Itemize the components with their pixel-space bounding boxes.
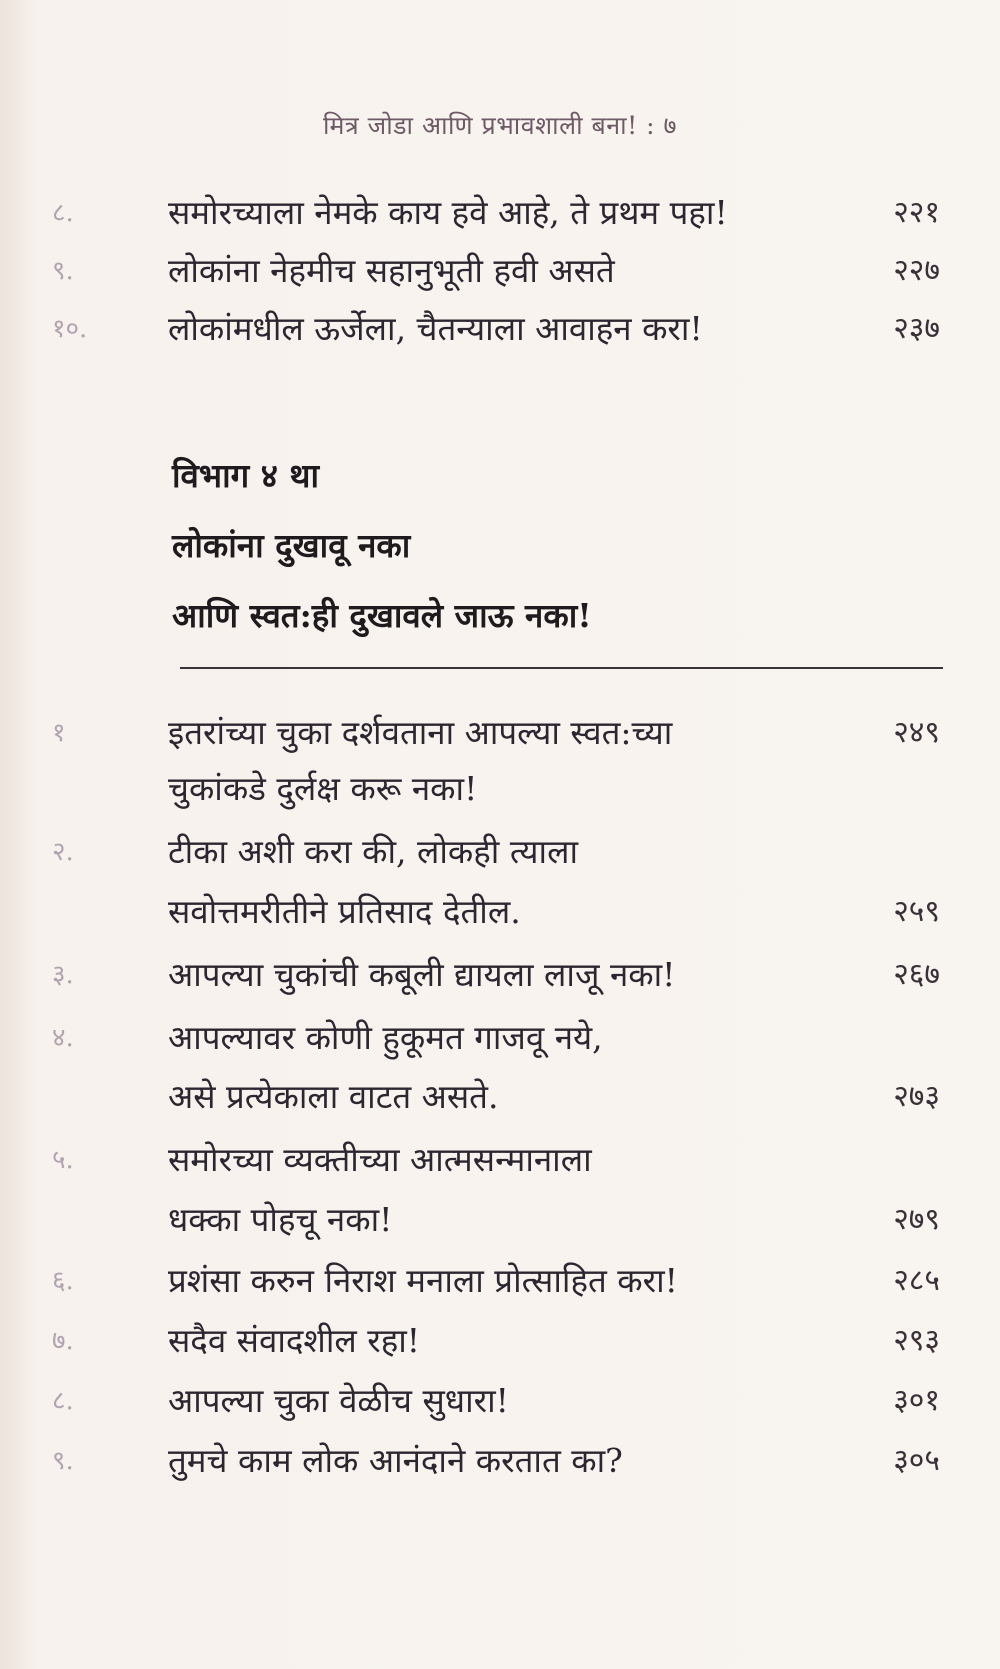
toc-entry <box>0 1256 1000 1306</box>
toc-entry <box>0 1316 1000 1366</box>
toc-entry <box>0 1436 1000 1486</box>
toc-entry-continuation <box>0 887 1000 937</box>
section-title-line2: आणि स्वत:ही दुखावले जाऊ नका! <box>172 596 592 635</box>
entry-title-continued: चुकांकडे दुर्लक्ष करू नका! <box>168 769 478 808</box>
entry-title: समोरच्या व्यक्तीच्या आत्मसन्मानाला <box>168 1140 592 1179</box>
running-head: मित्र जोडा आणि प्रभावशाली बना! : ७ <box>322 111 678 140</box>
entry-number: ३. <box>52 960 74 990</box>
section-title-line1: लोकांना दुखावू नका <box>172 526 411 565</box>
toc-entry <box>0 304 1000 354</box>
entry-number: ६. <box>52 1266 74 1296</box>
entry-number: ५. <box>52 1145 74 1175</box>
entry-title: आपल्या चुका वेळीच सुधारा! <box>168 1381 509 1420</box>
toc-entry <box>0 246 1000 296</box>
entry-title-continued: सवोत्तमरीतीने प्रतिसाद देतील. <box>168 892 521 931</box>
entry-number: ९. <box>52 1446 74 1476</box>
toc-entry <box>0 708 1000 758</box>
entry-page-number: २३७ <box>893 311 940 346</box>
entry-title: प्रशंसा करुन निराश मनाला प्रोत्साहित करा! <box>168 1261 678 1300</box>
entry-number: ४. <box>52 1023 74 1053</box>
entry-title: टीका अशी करा की, लोकही त्याला <box>168 832 578 871</box>
entry-page-number: २५९ <box>893 894 940 929</box>
entry-title: समोरच्याला नेमके काय हवे आहे, ते प्रथम पहा! <box>168 193 728 232</box>
entry-title: तुमचे काम लोक आनंदाने करतात का? <box>168 1441 623 1480</box>
entry-page-number: ३०१ <box>893 1383 940 1418</box>
entry-title: आपल्यावर कोणी हुकूमत गाजवू नये, <box>168 1018 603 1057</box>
toc-entry <box>0 1135 1000 1185</box>
entry-title: लोकांमधील ऊर्जेला, चैतन्याला आवाहन करा! <box>168 309 703 348</box>
entry-page-number: ३०५ <box>893 1443 940 1478</box>
toc-entry-continuation <box>0 1072 1000 1122</box>
section-part-label: विभाग ४ था <box>172 456 319 495</box>
section-divider <box>180 667 943 669</box>
entry-page-number: २२७ <box>893 253 940 288</box>
toc-entry <box>0 1013 1000 1063</box>
entry-page-number: २२१ <box>893 195 940 230</box>
entry-page-number: २७९ <box>893 1202 940 1237</box>
entry-number: १ <box>52 718 66 748</box>
toc-entry <box>0 827 1000 877</box>
entry-number: ८. <box>52 1386 74 1416</box>
entry-title-continued: असे प्रत्येकाला वाटत असते. <box>168 1077 499 1116</box>
toc-entry <box>0 950 1000 1000</box>
toc-entry-continuation <box>0 764 1000 814</box>
toc-entry-continuation <box>0 1195 1000 1245</box>
entry-number: ७. <box>52 1326 74 1356</box>
entry-page-number: २६७ <box>893 957 940 992</box>
toc-entry <box>0 188 1000 238</box>
entry-title-continued: धक्का पोहचू नका! <box>168 1200 393 1239</box>
entry-number: १०. <box>52 314 88 344</box>
entry-number: ९. <box>52 256 74 286</box>
entry-number: २. <box>52 837 74 867</box>
entry-title: सदैव संवादशील रहा! <box>168 1321 421 1360</box>
entry-number: ८. <box>52 198 74 228</box>
entry-title: इतरांच्या चुका दर्शवताना आपल्या स्वत:च्या <box>168 713 673 752</box>
toc-entry <box>0 1376 1000 1426</box>
entry-page-number: २४९ <box>893 715 940 750</box>
entry-page-number: २७३ <box>893 1079 940 1114</box>
entry-page-number: २९३ <box>893 1323 940 1358</box>
entry-title: लोकांना नेहमीच सहानुभूती हवी असते <box>168 251 615 290</box>
entry-page-number: २८५ <box>893 1263 940 1298</box>
entry-title: आपल्या चुकांची कबूली द्यायला लाजू नका! <box>168 955 676 994</box>
